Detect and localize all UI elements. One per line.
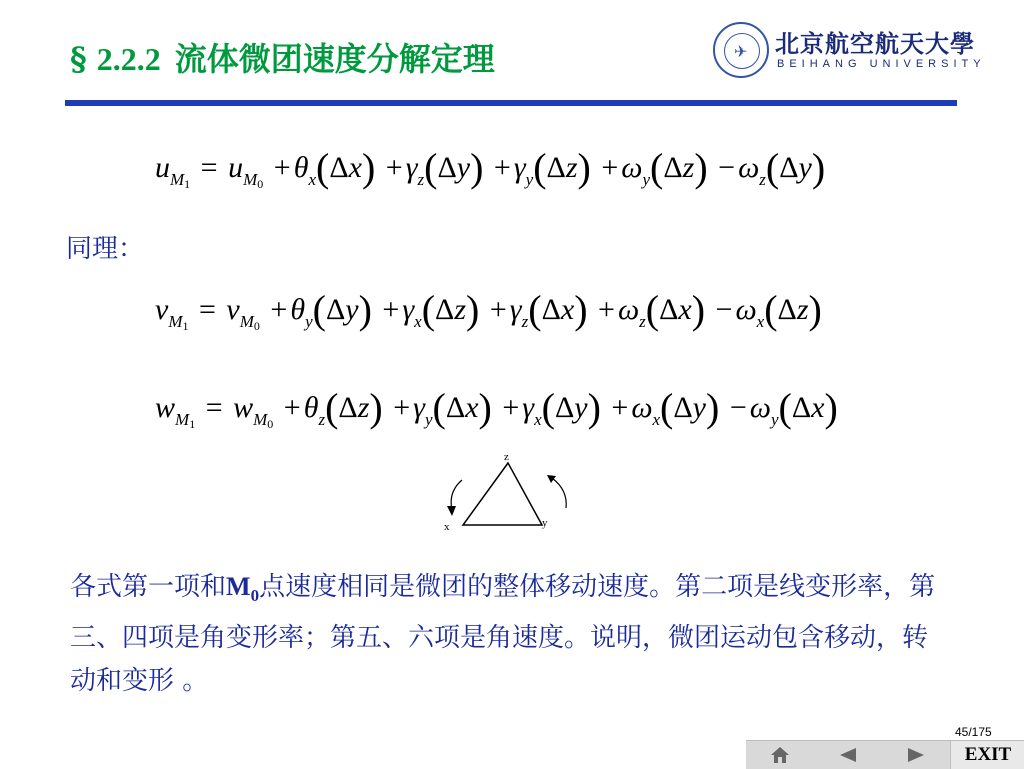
equation-u: $u_{M_1} = u_{M_0} + \theta_x(\Delta x) + \gamma_z(\Delta y) + \gamma_y(\Delta z) + \omega_y(\Delta z) - \omega_z(\Delta y)$ xyxy=(155,145,826,191)
section-mark: § xyxy=(70,40,87,78)
home-icon xyxy=(770,746,790,764)
exit-button[interactable]: EXIT xyxy=(950,741,1024,769)
section-number: 2.2.2 xyxy=(96,41,161,77)
likewise-label: 同理： xyxy=(66,234,145,264)
university-seal-icon: ✈ xyxy=(713,22,769,78)
title-text: 流体微团速度分解定理 xyxy=(174,40,495,78)
previous-button[interactable] xyxy=(814,741,882,769)
title-divider xyxy=(65,100,957,106)
triangle-left-icon xyxy=(839,747,857,763)
x-axis-label: x xyxy=(444,521,450,533)
m0-symbol: $M_0$ xyxy=(226,572,260,606)
z-axis-label: z xyxy=(504,451,509,463)
home-button[interactable] xyxy=(746,741,814,769)
triangle-right-icon xyxy=(907,747,925,763)
y-axis-label: y xyxy=(542,517,548,529)
logo-chinese-name: 北京航空航天大學 xyxy=(775,29,975,58)
rotation-arrow-left-icon xyxy=(451,480,462,510)
equation-w: $w_{M_1} = w_{M_0} + \theta_z(\Delta z) + \gamma_y(\Delta x) + \gamma_x(\Delta y) + \omega_x(\Delta y) - \omega_y(\Delta x)$ xyxy=(155,385,838,431)
next-button[interactable] xyxy=(882,741,950,769)
rotation-arrow-right-icon xyxy=(552,478,566,508)
arrowhead-left-icon xyxy=(447,506,456,516)
slide-title xyxy=(70,34,495,80)
equation-v: $v_{M_1} = v_{M_0} + \theta_y(\Delta y) + \gamma_x(\Delta z) + \gamma_z(\Delta x) + \omega_z(\Delta x) - \omega_x(\Delta z)$ xyxy=(155,287,822,333)
rotation-diagram xyxy=(430,450,580,535)
page-number: 45/175 xyxy=(955,725,992,739)
arrowhead-right-icon xyxy=(547,475,556,483)
explanation-paragraph: 各式第一项和$M_0$点速度相同是微团的整体移动速度。第二项是线变形率，第三、四项是角变形率；第五、六项是角速度。说明，微团运动包含移动，转动和变形 。 xyxy=(70,572,936,697)
triangle-shape xyxy=(463,463,542,525)
logo-english-name: BEIHANG UNIVERSITY xyxy=(777,58,986,70)
navigation-bar xyxy=(746,740,1024,769)
university-logo xyxy=(713,22,986,82)
